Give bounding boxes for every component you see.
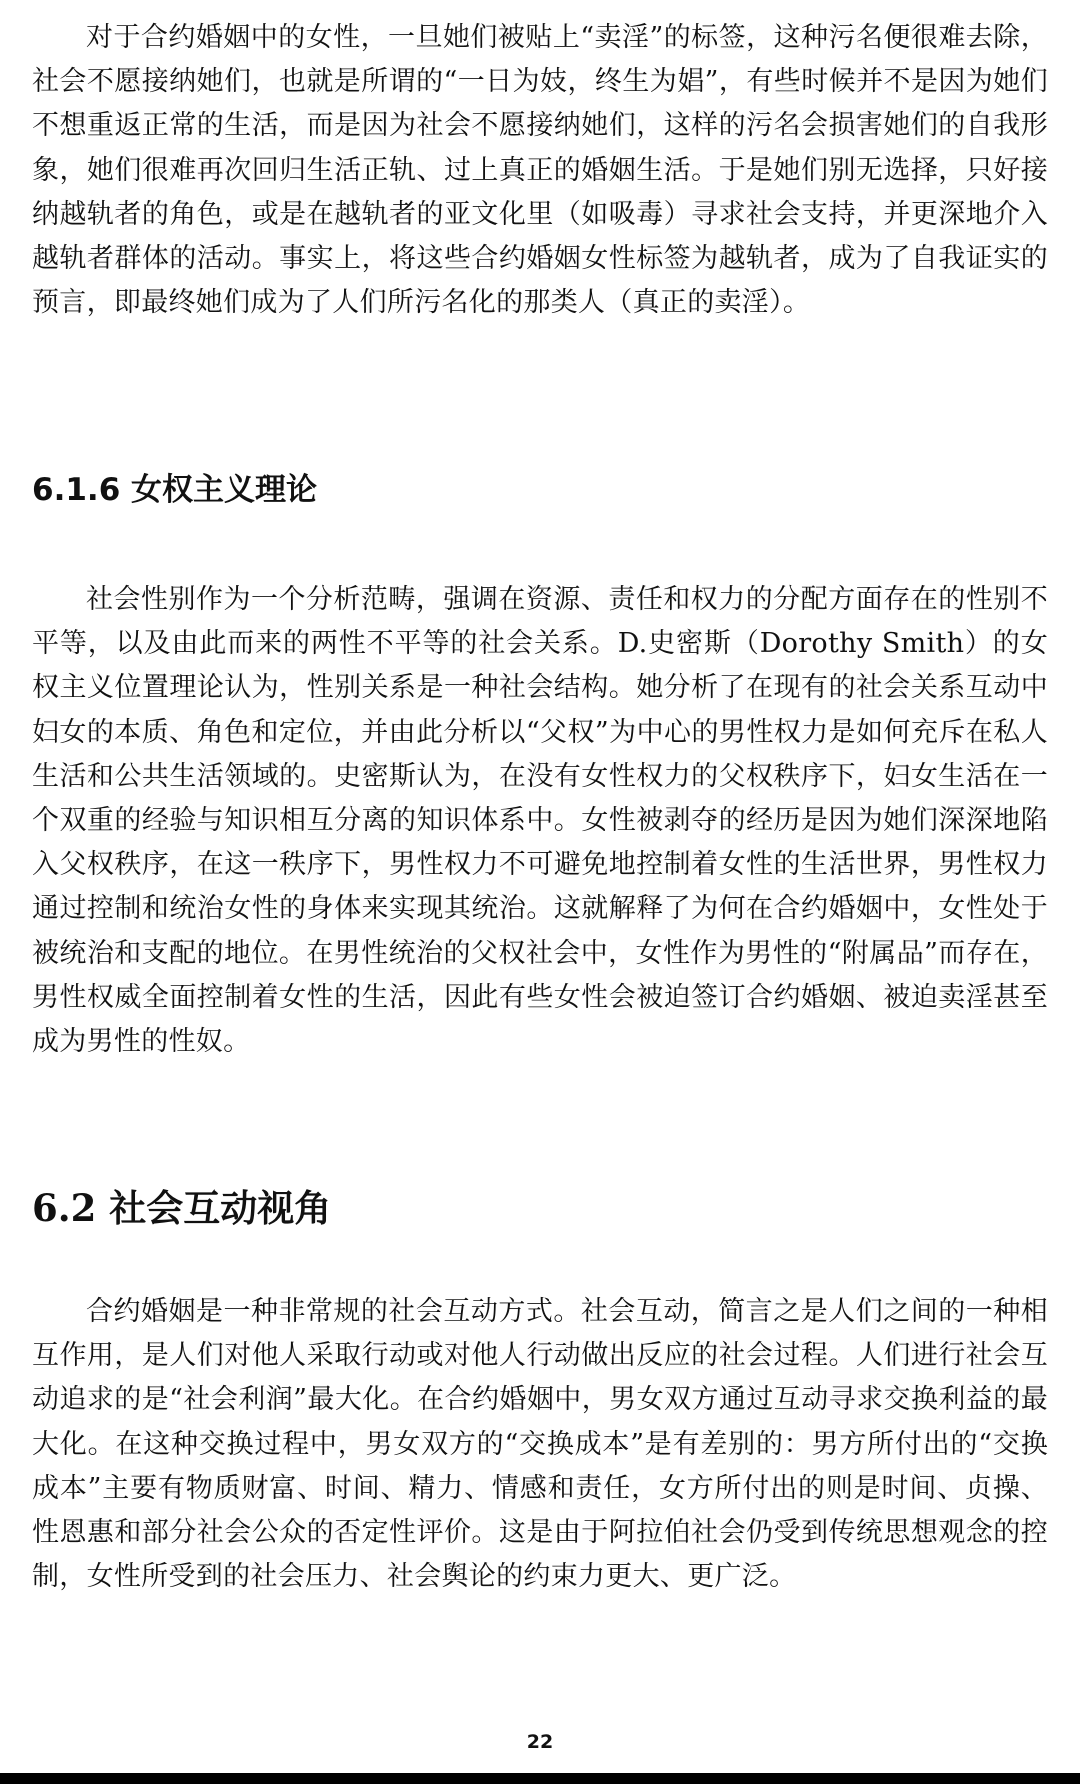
body-paragraph-feminist-theory: 社会性别作为一个分析范畴，强调在资源、责任和权力的分配方面存在的性别不平等，以及由此而来的两性不平等的社会关系。D.史密斯（Dorothy Smith）的女权主义位置理论认为，性别关系是一种社会结构。她分析了在现有的社会关系互动中妇女的本质、角色和定位，并由此分析以“父权”为中心的男性权力是如何充斥在私人生活和公共生活领域的。史密斯认为，在没有女性权力的父权秩序下，妇女生活在一个双重的经验与知识相互分离的知识体系中。女性被剥夺的经历是因为她们深深地陷入父权秩序，在这一秩序下，男性权力不可避免地控制着女性的生活世界，男性权力通过控制和统治女性的身体来实现其统治。这就解释了为何在合约婚姻中，女性处于被统治和支配的地位。在男性统治的父权社会中，女性作为男性的“附属品”而存在，男性权威全面控制着女性的生活，因此有些女性会被迫签订合约婚姻、被迫卖淫甚至成为男性的性奴。	[32, 584, 1048, 1058]
body-paragraph-social-interaction: 合约婚姻是一种非常规的社会互动方式。社会互动，简言之是人们之间的一种相互作用，是人们对他人采取行动或对他人行动做出反应的社会过程。人们进行社会互动追求的是“社会利润”最大化。在合约婚姻中，男女双方通过互动寻求交换利益的最大化。在这种交换过程中，男女双方的“交换成本”是有差别的：男方所付出的“交换成本”主要有物质财富、时间、精力、情感和责任，女方所付出的则是时间、贞操、性恩惠和部分社会公众的否定性评价。这是由于阿拉伯社会仍受到传统思想观念的控制，女性所受到的社会压力、社会舆论的约束力更大、更广泛。	[32, 1296, 1048, 1593]
bottom-border-bar	[0, 1773, 1080, 1784]
section-heading-6-2: 6.2 社会互动视角	[32, 1186, 332, 1230]
body-paragraph-labeling: 对于合约婚姻中的女性，一旦她们被贴上“卖淫”的标签，这种污名便很难去除，社会不愿接纳她们，也就是所谓的“一日为妓，终生为娼”，有些时候并不是因为她们不想重返正常的生活，而是因为社会不愿接纳她们，这样的污名会损害她们的自我形象，她们很难再次回归生活正轨、过上真正的婚姻生活。于是她们别无选择，只好接纳越轨者的角色，或是在越轨者的亚文化里（如吸毒）寻求社会支持，并更深地介入越轨者群体的活动。事实上，将这些合约婚姻女性标签为越轨者，成为了自我证实的预言，即最终她们成为了人们所污名化的那类人（真正的卖淫）。	[32, 22, 1048, 319]
section-heading-6-1-6: 6.1.6 女权主义理论	[32, 472, 318, 508]
page-number: 22	[526, 1731, 554, 1753]
